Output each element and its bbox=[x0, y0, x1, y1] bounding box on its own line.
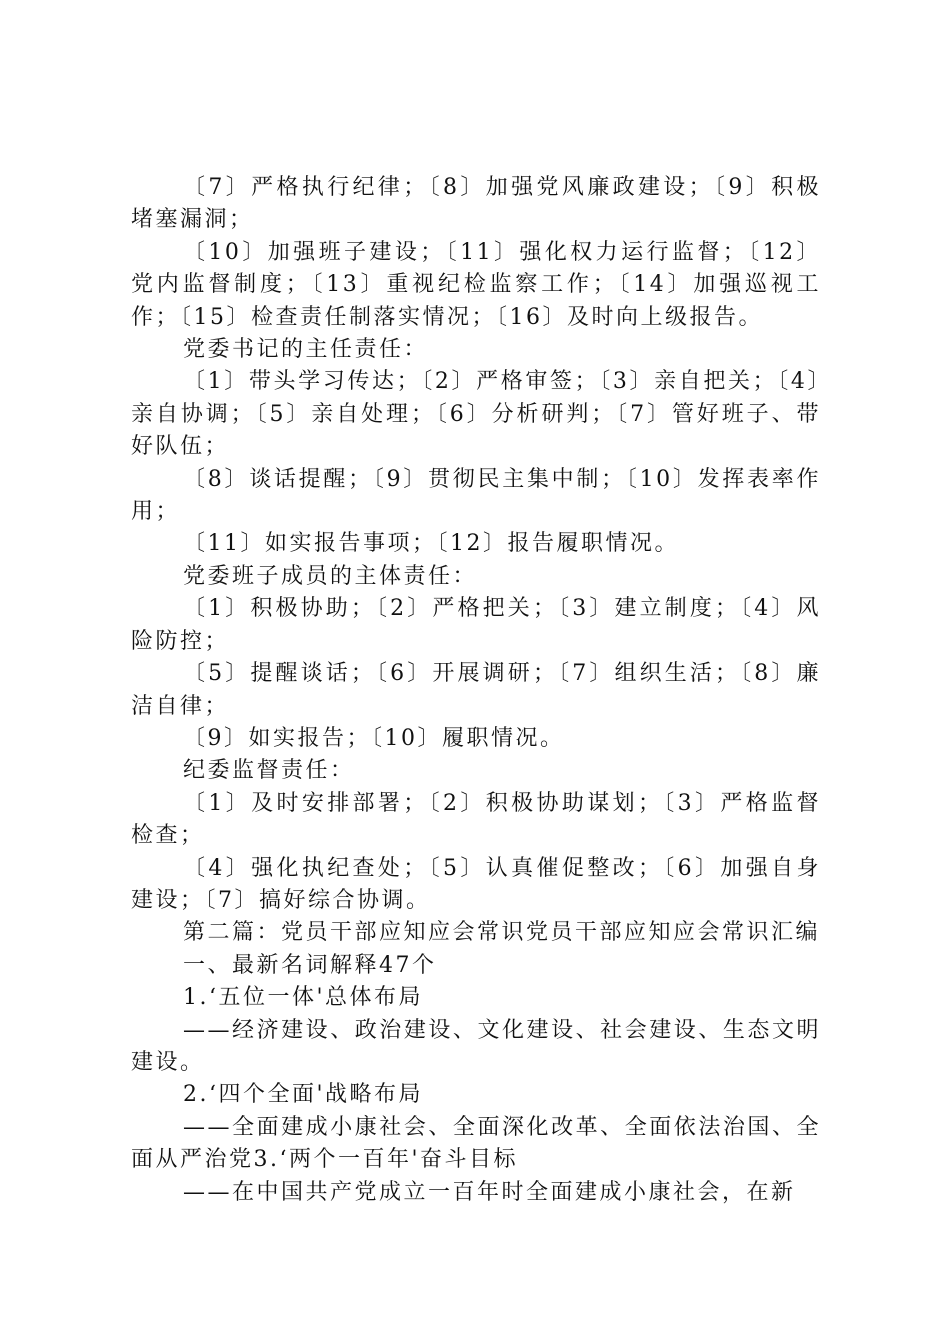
paragraph: 〔1〕及时安排部署；〔2〕积极协助谋划；〔3〕严格监督检查； bbox=[131, 790, 821, 849]
paragraph: 〔1〕带头学习传达；〔2〕严格审签；〔3〕亲自把关；〔4〕亲自协调；〔5〕亲自处理；〔6〕分析研判；〔7〕管好班子、带好队伍； bbox=[131, 369, 821, 460]
paragraph: 〔8〕谈话提醒；〔9〕贯彻民主集中制；〔10〕发挥表率作用； bbox=[131, 466, 821, 525]
term-definition: ——经济建设、政治建设、文化建设、社会建设、生态文明建设。 bbox=[131, 1017, 821, 1075]
paragraph: 〔5〕提醒谈话；〔6〕开展调研；〔7〕组织生活；〔8〕廉洁自律； bbox=[131, 661, 821, 719]
document-body bbox=[131, 172, 821, 1209]
chapter-title: 第二篇：党员干部应知应会常识党员干部应知应会常识汇编 bbox=[183, 920, 821, 946]
paragraph: 〔1〕积极协助；〔2〕严格把关；〔3〕建立制度；〔4〕风险防控； bbox=[131, 596, 821, 654]
section-heading: 党委书记的主任责任： bbox=[183, 337, 429, 363]
paragraph: 〔10〕加强班子建设；〔11〕强化权力运行监督；〔12〕党内监督制度；〔13〕重视纪检监察工作；〔14〕加强巡视工作；〔15〕检查责任制落实情况；〔16〕及时向上级报告。 bbox=[131, 239, 821, 330]
term-heading: 2.‘四个全面'战略布局 bbox=[183, 1082, 424, 1108]
section-heading: 一、最新名词解释47个 bbox=[183, 952, 437, 978]
section-heading: 纪委监督责任： bbox=[183, 758, 355, 784]
term-definition: ——全面建成小康社会、全面深化改革、全面依法治国、全面从严治党3.‘两个一百年'奋斗目标 bbox=[131, 1114, 821, 1173]
term-definition: ——在中国共产党成立一百年时全面建成小康社会，在新 bbox=[183, 1179, 796, 1205]
section-heading: 党委班子成员的主体责任： bbox=[183, 563, 478, 589]
paragraph: 〔4〕强化执纪查处；〔5〕认真催促整改；〔6〕加强自身建设；〔7〕搞好综合协调。 bbox=[131, 855, 821, 913]
paragraph: 〔9〕如实报告；〔10〕履职情况。 bbox=[183, 725, 565, 751]
term-heading: 1.‘五位一体'总体布局 bbox=[183, 985, 424, 1011]
paragraph: 〔11〕如实报告事项；〔12〕报告履职情况。 bbox=[183, 531, 679, 557]
paragraph: 〔7〕严格执行纪律；〔8〕加强党风廉政建设；〔9〕积极堵塞漏洞； bbox=[131, 175, 821, 233]
